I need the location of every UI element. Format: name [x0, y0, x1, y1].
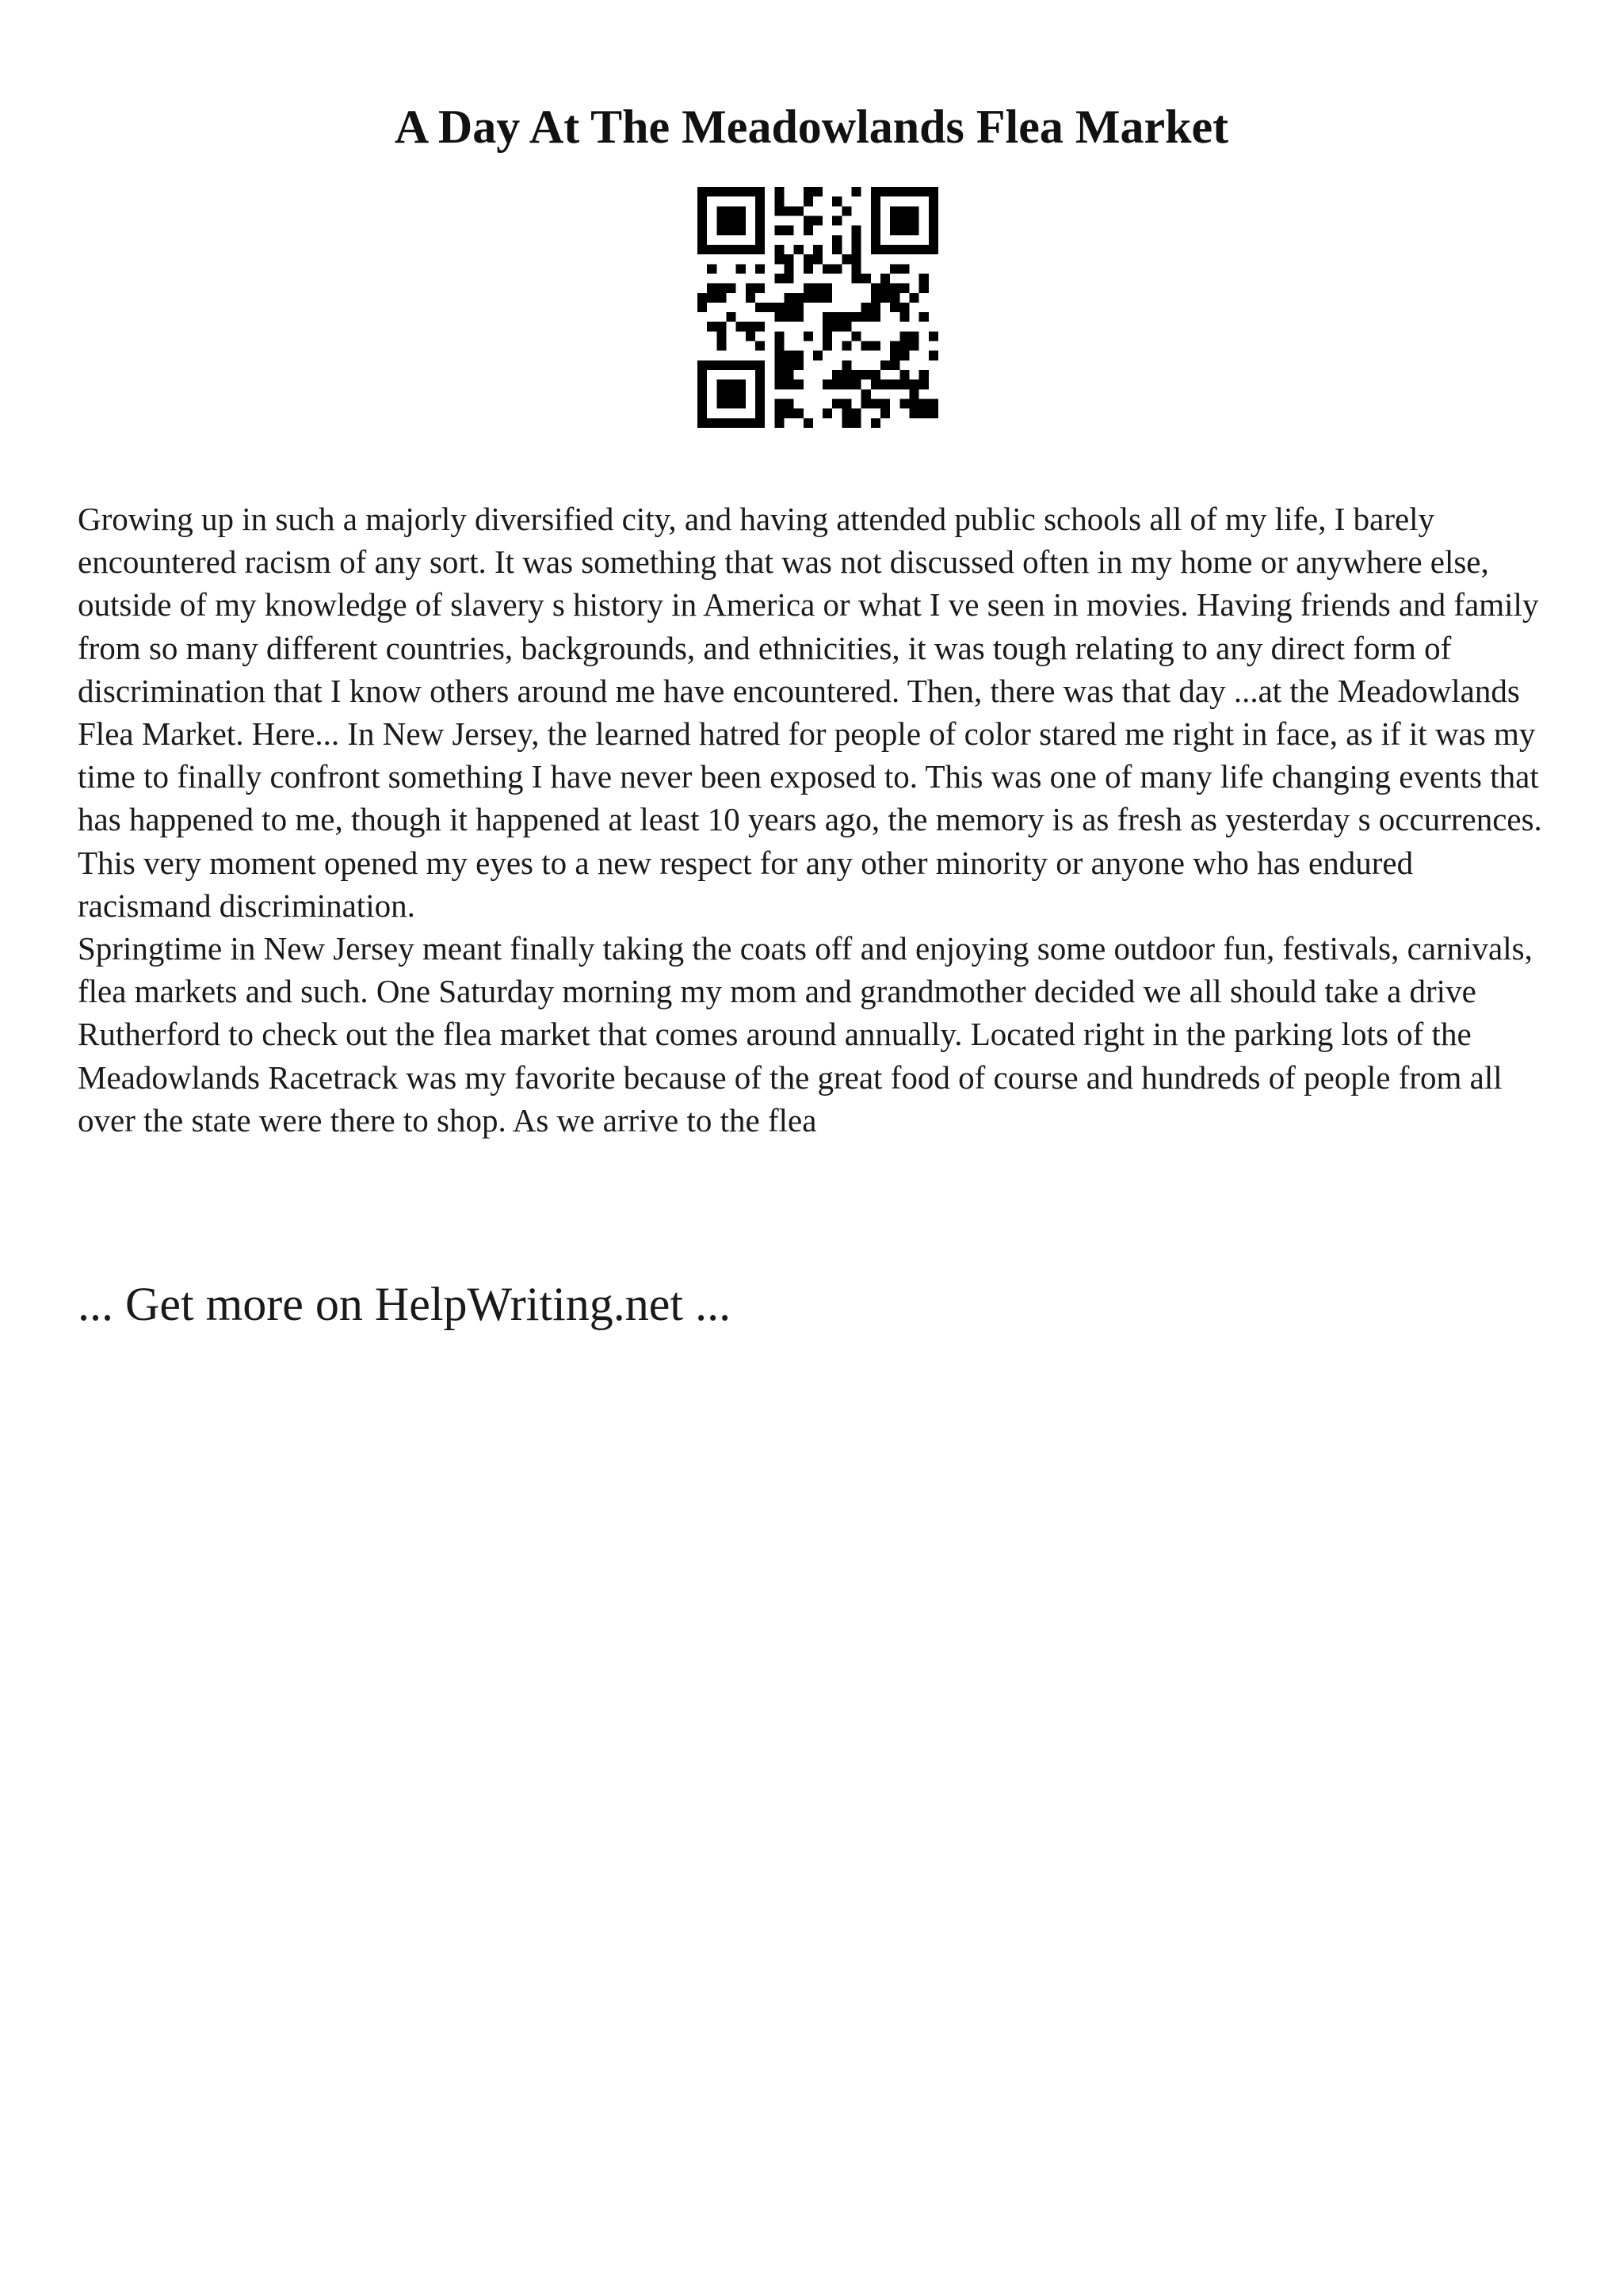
qr-module: [929, 331, 938, 341]
qr-module: [880, 409, 890, 418]
qr-module: [890, 351, 899, 360]
qr-module: [697, 370, 707, 379]
qr-module: [919, 399, 929, 409]
qr-module: [697, 389, 707, 399]
qr-module: [899, 379, 909, 389]
qr-module: [919, 312, 929, 322]
qr-module: [871, 370, 880, 379]
qr-module: [765, 303, 774, 312]
qr-module: [871, 303, 880, 312]
qr-module: [852, 226, 861, 235]
qr-module: [716, 187, 726, 196]
qr-module: [726, 389, 735, 399]
qr-module: [746, 245, 755, 254]
qr-module: [880, 245, 890, 254]
qr-module: [852, 312, 861, 322]
qr-module: [755, 389, 765, 399]
qr-module: [774, 273, 784, 283]
qr-module: [755, 418, 765, 428]
qr-module: [774, 331, 784, 341]
qr-module: [746, 293, 755, 303]
qr-module: [871, 187, 880, 196]
qr-module: [813, 254, 823, 264]
qr-module: [890, 245, 899, 254]
qr-module: [899, 331, 909, 341]
qr-module: [899, 312, 909, 322]
qr-module: [755, 215, 765, 225]
qr-module: [707, 360, 716, 370]
qr-module: [929, 187, 938, 196]
qr-module: [697, 418, 707, 428]
qr-module: [774, 206, 784, 215]
qr-module: [871, 312, 880, 322]
qr-module: [823, 264, 832, 273]
qr-module: [929, 196, 938, 206]
qr-module: [832, 379, 842, 389]
qr-module: [852, 331, 861, 341]
qr-module: [823, 379, 832, 389]
qr-module: [716, 245, 726, 254]
qr-module: [929, 245, 938, 254]
qr-module: [716, 341, 726, 351]
qr-module: [852, 245, 861, 254]
qr-module: [755, 379, 765, 389]
qr-module: [755, 235, 765, 245]
qr-module: [784, 351, 793, 360]
qr-module: [774, 399, 784, 409]
qr-module: [813, 351, 823, 360]
qr-module: [813, 187, 823, 196]
qr-module: [880, 399, 890, 409]
qr-module: [880, 273, 890, 283]
qr-module: [794, 245, 804, 254]
qr-module: [707, 264, 716, 273]
qr-module: [880, 187, 890, 196]
qr-module: [755, 187, 765, 196]
qr-module: [842, 399, 851, 409]
qr-module: [774, 303, 784, 312]
qr-module: [774, 226, 784, 235]
qr-module: [726, 360, 735, 370]
qr-module: [890, 206, 899, 215]
qr-module: [890, 379, 899, 389]
qr-module: [842, 360, 851, 370]
qr-module: [899, 264, 909, 273]
qr-module: [842, 322, 851, 331]
qr-module: [804, 196, 813, 206]
qr-module: [910, 206, 919, 215]
qr-module: [726, 379, 735, 389]
qr-module: [726, 399, 735, 409]
qr-module: [910, 226, 919, 235]
qr-module: [823, 322, 832, 331]
qr-module: [774, 254, 784, 264]
qr-module: [823, 341, 832, 351]
qr-module: [842, 370, 851, 379]
qr-module: [755, 264, 765, 273]
qr-module: [929, 399, 938, 409]
qr-module: [852, 409, 861, 418]
qr-module: [842, 418, 851, 428]
qr-module: [746, 187, 755, 196]
qr-module: [919, 370, 929, 379]
qr-module: [804, 418, 813, 428]
qr-module: [755, 196, 765, 206]
qr-module: [823, 284, 832, 293]
qr-module: [861, 370, 871, 379]
qr-module: [716, 293, 726, 303]
qr-module: [697, 245, 707, 254]
qr-module: [910, 245, 919, 254]
qr-module: [871, 206, 880, 215]
qr-module: [697, 235, 707, 245]
qr-module: [861, 341, 871, 351]
qr-module: [794, 351, 804, 360]
qr-module: [736, 264, 746, 273]
qr-module: [784, 264, 793, 273]
qr-module: [794, 360, 804, 370]
qr-module: [736, 399, 746, 409]
qr-module: [736, 206, 746, 215]
qr-module: [784, 254, 793, 264]
qr-module: [716, 418, 726, 428]
qr-module: [890, 303, 899, 312]
qr-module: [774, 379, 784, 389]
qr-module: [910, 379, 919, 389]
qr-module: [726, 284, 735, 293]
qr-module: [852, 187, 861, 196]
qr-module: [890, 341, 899, 351]
qr-module: [774, 409, 784, 418]
qr-module: [755, 284, 765, 293]
qr-module: [861, 273, 871, 283]
qr-module: [784, 303, 793, 312]
qr-module: [852, 235, 861, 245]
qr-module: [784, 399, 793, 409]
qr-module: [746, 284, 755, 293]
qr-module: [899, 187, 909, 196]
qr-module: [929, 409, 938, 418]
qr-module: [823, 409, 832, 418]
qr-module: [842, 312, 851, 322]
qr-module: [804, 254, 813, 264]
qr-module: [794, 303, 804, 312]
qr-module: [910, 399, 919, 409]
qr-module: [755, 322, 765, 331]
qr-module: [794, 312, 804, 322]
qr-module: [899, 303, 909, 312]
qr-module: [823, 293, 832, 303]
qr-module: [832, 322, 842, 331]
qr-module: [899, 351, 909, 360]
qr-module: [861, 303, 871, 312]
qr-module: [871, 341, 880, 351]
qr-module: [832, 399, 842, 409]
qr-module: [871, 215, 880, 225]
qr-module: [832, 215, 842, 225]
qr-module: [774, 360, 784, 370]
qr-module: [716, 331, 726, 341]
qr-module: [890, 284, 899, 293]
paragraph: Springtime in New Jersey meant finally taking the coats off and enjoying some outdoor fun, festivals, carnivals, flea markets and such. One Saturday morning my mom and grandmother decided we all should take a drive Rutherford to check out the flea market that comes around annually. Located right in the parking lots of the Meadowlands Racetrack was my favorite because of the great food of course and hundreds of people from all over the state were there to shop. As we arrive to the flea: [78, 930, 1533, 1138]
qr-module: [919, 379, 929, 389]
qr-module: [832, 264, 842, 273]
qr-module: [899, 206, 909, 215]
paragraph: Growing up in such a majorly diversified city, and having attended public schools all of my life, I barely encountered racism of any sort. It was something that was not discussed often in my home or anywhere else, outside of my knowledge of slavery s history in America or what I ve seen in movies. Having friends and family from so many different countries, backgrounds, and ethnicities, it was tough relating to any direct form of discrimination that I know others around me have encountered. Then, there was that day ...at the Meadowlands Flea Market. Here... In New Jersey, the learned hatred for people of color stared me right in face, as if it was my time to finally confront something I have never been exposed to. This was one of many life changing events that has happened to me, though it happened at least 10 years ago, the memory is as fresh as yesterday s occurrences. This very moment opened my eyes to a new respect for any other minority or anyone who has endured racismand discrimination.: [78, 501, 1542, 924]
qr-module: [707, 322, 716, 331]
qr-module: [774, 312, 784, 322]
qr-module: [880, 379, 890, 389]
qr-module: [774, 245, 784, 254]
qr-module: [832, 196, 842, 206]
qr-module: [919, 273, 929, 283]
qr-module: [755, 341, 765, 351]
qr-module: [919, 284, 929, 293]
qr-module: [726, 418, 735, 428]
qr-module: [871, 399, 880, 409]
qr-module: [804, 215, 813, 225]
qr-module: [736, 389, 746, 399]
qr-module: [755, 245, 765, 254]
qr-module: [784, 293, 793, 303]
qr-module: [726, 187, 735, 196]
qr-module: [755, 206, 765, 215]
qr-module: [784, 409, 793, 418]
qr-module: [746, 322, 755, 331]
qr-module: [804, 293, 813, 303]
qr-module: [852, 264, 861, 273]
qr-module: [697, 187, 707, 196]
qr-module: [726, 226, 735, 235]
qr-module: [755, 370, 765, 379]
qr-module: [784, 206, 793, 215]
qr-module: [832, 370, 842, 379]
qr-module: [852, 370, 861, 379]
qr-module: [716, 215, 726, 225]
qr-module: [861, 312, 871, 322]
qr-module: [871, 379, 880, 389]
qr-module: [929, 235, 938, 245]
qr-module: [804, 264, 813, 273]
qr-module: [880, 293, 890, 303]
qr-module: [736, 379, 746, 389]
qr-module: [804, 226, 813, 235]
qr-module: [716, 322, 726, 331]
qr-module: [804, 187, 813, 196]
qr-module: [871, 418, 880, 428]
qr-module: [697, 206, 707, 215]
qr-module: [736, 360, 746, 370]
qr-module: [910, 187, 919, 196]
qr-module: [774, 187, 784, 196]
qr-module: [899, 370, 909, 379]
qr-module: [890, 226, 899, 235]
qr-module: [919, 187, 929, 196]
qr-module: [861, 399, 871, 409]
qr-module: [919, 409, 929, 418]
qr-module: [726, 245, 735, 254]
qr-module: [746, 360, 755, 370]
qr-module: [842, 409, 851, 418]
qr-module: [784, 226, 793, 235]
qr-module: [736, 418, 746, 428]
qr-module: [852, 418, 861, 428]
qr-module: [774, 341, 784, 351]
qr-module: [774, 418, 784, 428]
qr-module: [736, 322, 746, 331]
qr-module: [910, 389, 919, 399]
qr-module: [861, 389, 871, 399]
qr-module: [890, 264, 899, 273]
qr-code-icon: [697, 187, 938, 428]
qr-module: [794, 206, 804, 215]
qr-module: [871, 196, 880, 206]
qr-module: [929, 215, 938, 225]
qr-module: [871, 226, 880, 235]
qr-module: [784, 370, 793, 379]
qr-module: [890, 360, 899, 370]
qr-module: [746, 331, 755, 341]
qr-module: [784, 312, 793, 322]
qr-module: [794, 293, 804, 303]
qr-module: [784, 360, 793, 370]
qr-module: [746, 418, 755, 428]
qr-module: [823, 312, 832, 322]
document-title: A Day At The Meadowlands Flea Market: [394, 101, 1229, 153]
qr-module: [910, 331, 919, 341]
qr-module: [804, 331, 813, 341]
qr-module: [716, 226, 726, 235]
qr-module: [707, 245, 716, 254]
qr-module: [832, 245, 842, 254]
qr-module: [784, 273, 793, 283]
qr-module: [910, 215, 919, 225]
qr-module: [784, 379, 793, 389]
qr-module: [697, 226, 707, 235]
qr-module: [736, 187, 746, 196]
qr-module: [726, 215, 735, 225]
qr-module: [910, 341, 919, 351]
qr-module: [880, 284, 890, 293]
qr-module: [697, 293, 707, 303]
qr-module: [716, 379, 726, 389]
qr-module: [871, 245, 880, 254]
qr-module: [813, 245, 823, 254]
qr-module: [736, 245, 746, 254]
qr-module: [910, 293, 919, 303]
qr-module: [871, 284, 880, 293]
qr-module: [871, 293, 880, 303]
qr-module: [794, 379, 804, 389]
qr-module: [736, 215, 746, 225]
qr-module: [823, 331, 832, 341]
qr-module: [852, 273, 861, 283]
qr-module: [929, 351, 938, 360]
qr-module: [919, 245, 929, 254]
qr-module: [929, 206, 938, 215]
qr-module: [755, 409, 765, 418]
qr-module: [774, 196, 784, 206]
qr-module: [890, 187, 899, 196]
qr-module: [697, 215, 707, 225]
qr-module: [804, 284, 813, 293]
qr-module: [707, 418, 716, 428]
qr-module: [842, 341, 851, 351]
get-more-link[interactable]: ... Get more on HelpWriting.net ...: [78, 1278, 731, 1330]
qr-module: [842, 254, 851, 264]
qr-module: [890, 293, 899, 303]
qr-module: [755, 399, 765, 409]
qr-module: [697, 399, 707, 409]
qr-module: [697, 196, 707, 206]
qr-module: [832, 312, 842, 322]
qr-module: [707, 187, 716, 196]
qr-module: [852, 254, 861, 264]
qr-module: [890, 215, 899, 225]
qr-module: [755, 303, 765, 312]
qr-module: [726, 206, 735, 215]
qr-module: [880, 360, 890, 370]
qr-module: [871, 235, 880, 245]
qr-module: [697, 409, 707, 418]
qr-module: [813, 215, 823, 225]
qr-module: [697, 360, 707, 370]
qr-module: [899, 284, 909, 293]
qr-module: [726, 312, 735, 322]
qr-module: [929, 226, 938, 235]
qr-module: [697, 303, 707, 312]
qr-module: [716, 206, 726, 215]
qr-module: [707, 293, 716, 303]
qr-module: [736, 226, 746, 235]
qr-module: [910, 409, 919, 418]
qr-module: [852, 379, 861, 389]
qr-module: [842, 206, 851, 215]
qr-module: [716, 284, 726, 293]
qr-module: [842, 379, 851, 389]
qr-module: [755, 360, 765, 370]
qr-module: [813, 293, 823, 303]
qr-module: [774, 370, 784, 379]
qr-module: [716, 389, 726, 399]
qr-module: [899, 245, 909, 254]
qr-module: [707, 284, 716, 293]
qr-module: [794, 409, 804, 418]
qr-module: [832, 235, 842, 245]
qr-module: [716, 399, 726, 409]
qr-module: [813, 284, 823, 293]
document-body: [78, 498, 1552, 1142]
qr-module: [899, 399, 909, 409]
qr-module: [899, 226, 909, 235]
qr-module: [755, 226, 765, 235]
qr-module: [716, 360, 726, 370]
qr-module: [774, 351, 784, 360]
qr-module: [697, 379, 707, 389]
qr-module: [899, 341, 909, 351]
qr-module: [899, 215, 909, 225]
